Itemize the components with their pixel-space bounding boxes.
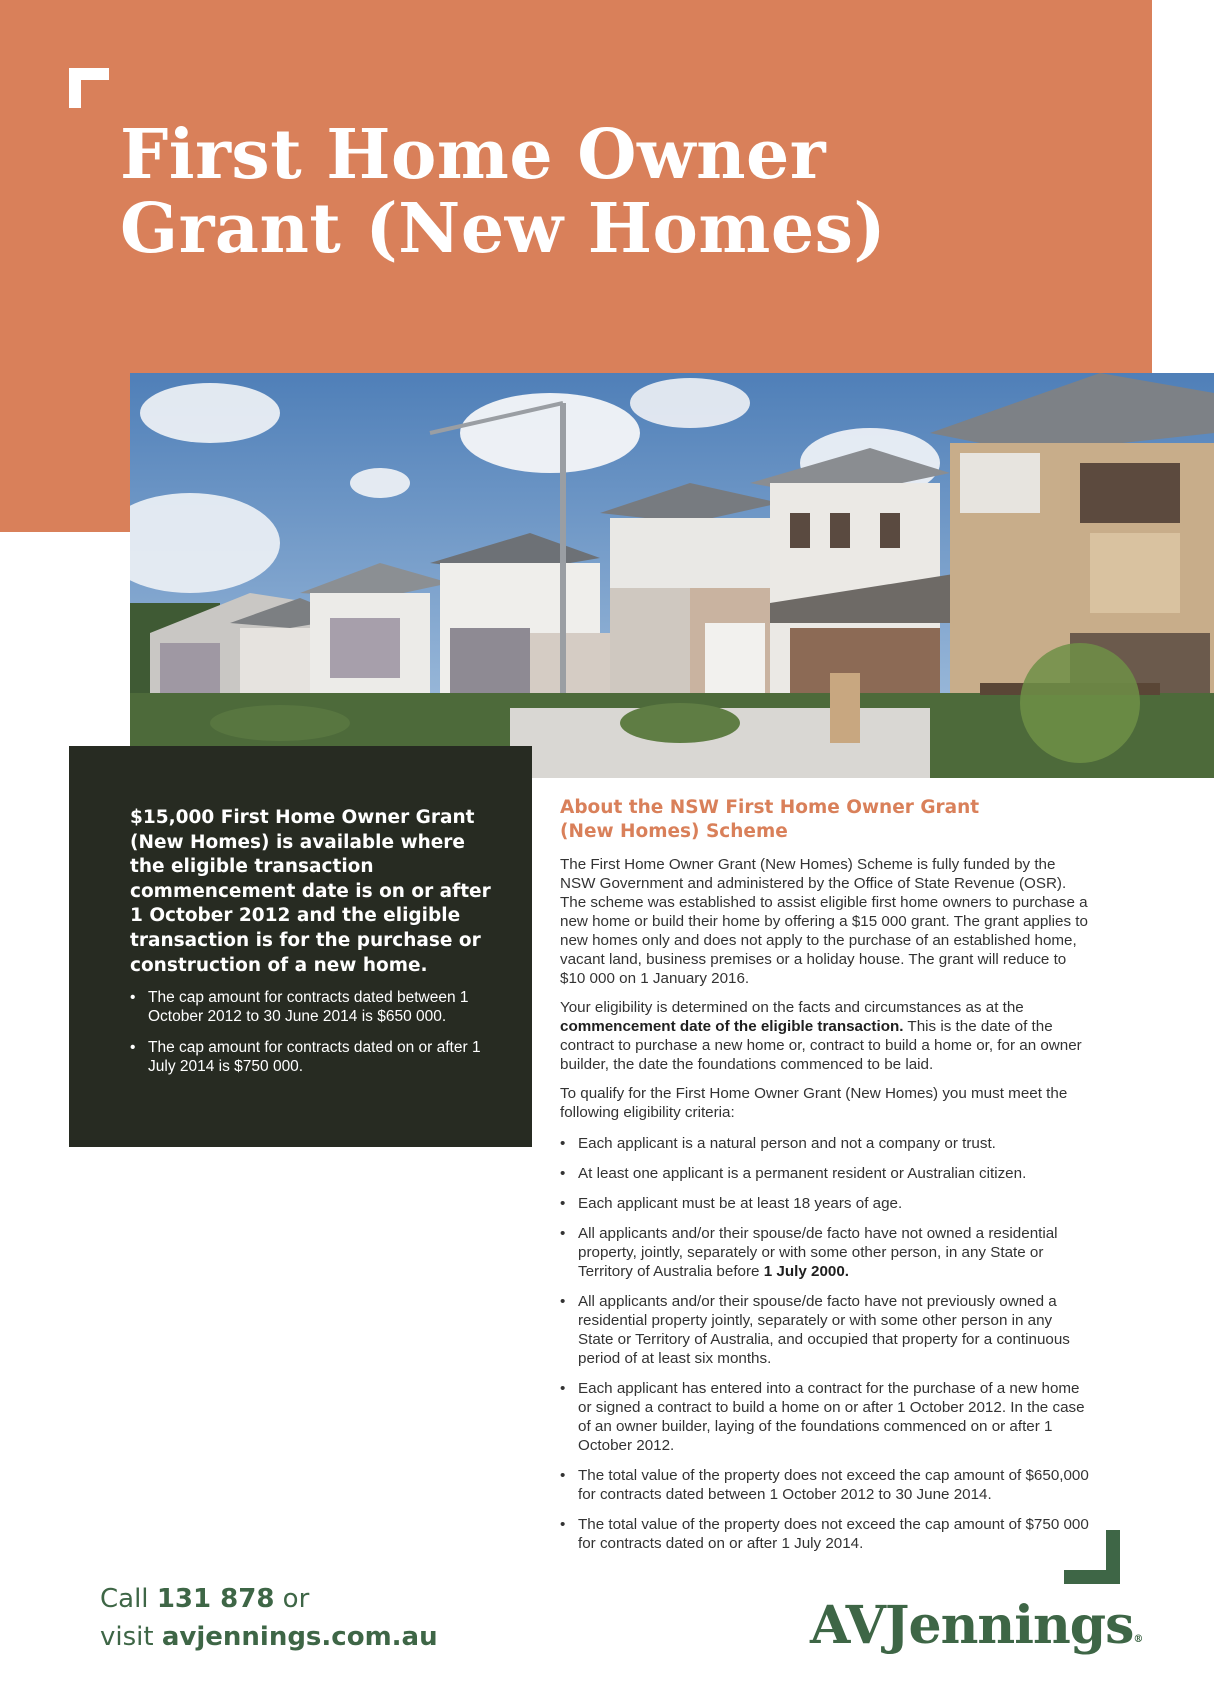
criteria-item: • Each applicant has entered into a contract for the purchase of a new home or signed a contract to build a home on or after 1 October 2012. In the case of an owner builder, laying of the foundations commenced on or after 1 October 2012. — [560, 1379, 1090, 1455]
registered-mark: ® — [1133, 1634, 1143, 1645]
title-line-2: Grant (New Homes) — [120, 189, 887, 269]
eligibility-text-a: Your eligibility is determined on the facts and circumstances as at the — [560, 999, 1024, 1016]
summary-box — [69, 746, 532, 1147]
call-prefix: Call — [100, 1584, 157, 1614]
section-heading: About the NSW First Home Owner Grant (New Homes) Scheme — [560, 797, 980, 842]
call-suffix: or — [274, 1584, 310, 1614]
homes-street-photo — [130, 373, 1214, 778]
paragraph-eligibility — [560, 998, 1090, 1074]
page-title — [120, 115, 1120, 269]
criteria-item: • Each applicant must be at least 18 years of age. — [560, 1194, 1090, 1213]
corner-bracket-icon — [69, 68, 109, 108]
bracket-horizontal — [1064, 1570, 1120, 1584]
criteria-item — [560, 1224, 1090, 1281]
main-content — [560, 796, 1090, 1564]
criteria-item: • At least one applicant is a permanent resident or Australian citizen. — [560, 1164, 1090, 1183]
criteria-item: • The total value of the property does not exceed the cap amount of $650,000 for contracts dated between 1 October 2012 to 30 June 2014. — [560, 1466, 1090, 1504]
summary-bullet-list — [130, 988, 510, 1088]
photo-illustration — [130, 373, 1214, 778]
call-line — [100, 1580, 438, 1618]
visit-prefix: visit — [100, 1622, 162, 1652]
visit-line — [100, 1618, 438, 1656]
criteria-item: • The total value of the property does not exceed the cap amount of $750 000 for contracts dated on or after 1 July 2014. — [560, 1515, 1090, 1553]
title-line-1: First Home Owner — [120, 115, 827, 195]
brand-logo — [810, 1596, 1142, 1656]
eligibility-text-b: This is the date of the contract to purchase a new home or, contract to build a home or, for an owner builder, the date the foundations commenced to be laid. — [560, 1018, 1082, 1073]
eligibility-text-bold: commencement date of the eligible transaction. — [560, 1018, 904, 1035]
criteria-item: • Each applicant is a natural person and not a company or trust. — [560, 1134, 1090, 1153]
brand-name: AVJennings — [810, 1595, 1134, 1656]
criteria-list — [560, 1134, 1090, 1553]
paragraph-criteria-intro: To qualify for the First Home Owner Grant (New Homes) you must meet the following eligibility criteria: — [560, 1085, 1068, 1121]
summary-lead: $15,000 First Home Owner Grant (New Homes) is available where the eligible transaction commencement date is on or after 1 October 2012 and the eligible transaction is for the purchase or construction of a new home. — [130, 807, 491, 976]
contact-block — [100, 1580, 438, 1656]
paragraph-intro: The First Home Owner Grant (New Homes) Scheme is fully funded by the NSW Government and administered by the Office of State Revenue (OSR). The scheme was established to assist eligible first home owners to purchase a new home or build their home by offering a $15 000 grant. The grant applies to new homes only and does not apply to the purchase of an established home, vacant land, business premises or a holiday house. The grant will reduce to $10 000 on 1 January 2016. — [560, 856, 1088, 987]
corner-bracket-logo-icon — [1064, 1530, 1120, 1584]
criteria-text: All applicants and/or their spouse/de facto have not owned a residential property, jointly, separately or with some other person, in any State or Territory of Australia before — [578, 1225, 1058, 1280]
phone-number[interactable]: 131 878 — [156, 1584, 275, 1614]
summary-bullet: • The cap amount for contracts dated between 1 October 2012 to 30 June 2014 is $650 000. — [130, 988, 510, 1026]
criteria-item: • All applicants and/or their spouse/de facto have not previously owned a residential property jointly, separately or with some other person in any State or Territory of Australia, and occupied that property for a continuous period of at least six months. — [560, 1292, 1090, 1368]
website-link[interactable]: avjennings.com.au — [161, 1622, 438, 1652]
criteria-date: 1 July 2000. — [763, 1263, 850, 1280]
summary-bullet: • The cap amount for contracts dated on or after 1 July 2014 is $750 000. — [130, 1038, 510, 1076]
